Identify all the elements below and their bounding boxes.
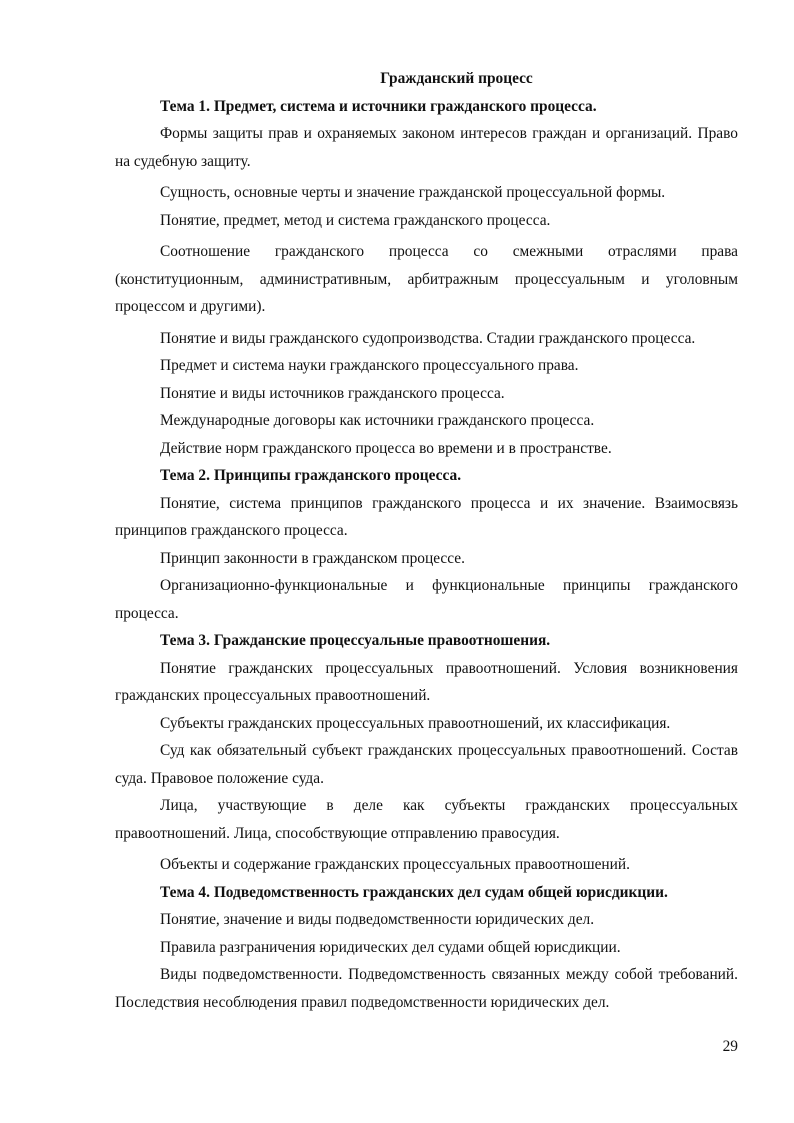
paragraph: Понятие, предмет, метод и система гражданского процесса. bbox=[160, 211, 551, 229]
paragraph: Предмет и система науки гражданского процессуального права. bbox=[160, 357, 579, 374]
document-title: Гражданский процесс bbox=[380, 70, 533, 87]
topic-1-heading: Тема 1. Предмет, система и источники гражданского процесса. bbox=[160, 97, 597, 115]
paragraph: Правила разграничения юридических дел судами общей юрисдикции. bbox=[160, 938, 621, 956]
paragraph: Понятие, значение и виды подведомственности юридических дел. bbox=[160, 911, 595, 928]
paragraph: Формы защиты прав и охраняемых законом интересов граждан и организаций. Право на судебную защиту. bbox=[115, 125, 738, 170]
paragraph: Соотношение гражданского процесса со смежными отраслями права (конституционным, административным, арбитражным процессуальным и уголовным процессом и другими). bbox=[115, 243, 738, 315]
document-body bbox=[115, 65, 738, 1016]
page-number: 29 bbox=[722, 1038, 738, 1055]
paragraph: Понятие и виды источников гражданского процесса. bbox=[160, 384, 505, 402]
paragraph: Сущность, основные черты и значение гражданской процессуальной формы. bbox=[160, 184, 666, 201]
paragraph: Понятие гражданских процессуальных правоотношений. Условия возникновения гражданских процессуальных правоотношений. bbox=[115, 659, 738, 704]
paragraph: Принцип законности в гражданском процессе. bbox=[160, 549, 465, 567]
topic-4-heading: Тема 4. Подведомственность гражданских дел судам общей юрисдикции. bbox=[160, 883, 668, 901]
paragraph: Действие норм гражданского процесса во времени и в пространстве. bbox=[160, 439, 612, 457]
topic-3-heading: Тема 3. Гражданские процессуальные правоотношения. bbox=[160, 632, 551, 649]
paragraph: Понятие и виды гражданского судопроизводства. Стадии гражданского процесса. bbox=[160, 329, 696, 347]
paragraph: Объекты и содержание гражданских процессуальных правоотношений. bbox=[160, 856, 630, 873]
paragraph: Понятие, система принципов гражданского процесса и их значение. Взаимосвязь принципов гражданского процесса. bbox=[115, 494, 738, 539]
topic-2-heading: Тема 2. Принципы гражданского процесса. bbox=[160, 467, 462, 484]
paragraph: Виды подведомственности. Подведомственность связанных между собой требований. Последствия несоблюдения правил подведомственности юридических дел. bbox=[115, 966, 738, 1011]
paragraph: Суд как обязательный субъект гражданских процессуальных правоотношений. Состав суда. Правовое положение суда. bbox=[115, 742, 738, 787]
paragraph: Субъекты гражданских процессуальных правоотношений, их классификация. bbox=[160, 714, 671, 732]
paragraph: Лица, участвующие в деле как субъекты гражданских процессуальных правоотношений. Лица, способствующие отправлению правосудия. bbox=[115, 797, 738, 842]
paragraph: Организационно-функциональные и функциональные принципы гражданского процесса. bbox=[115, 577, 738, 622]
paragraph: Международные договоры как источники гражданского процесса. bbox=[160, 412, 595, 429]
